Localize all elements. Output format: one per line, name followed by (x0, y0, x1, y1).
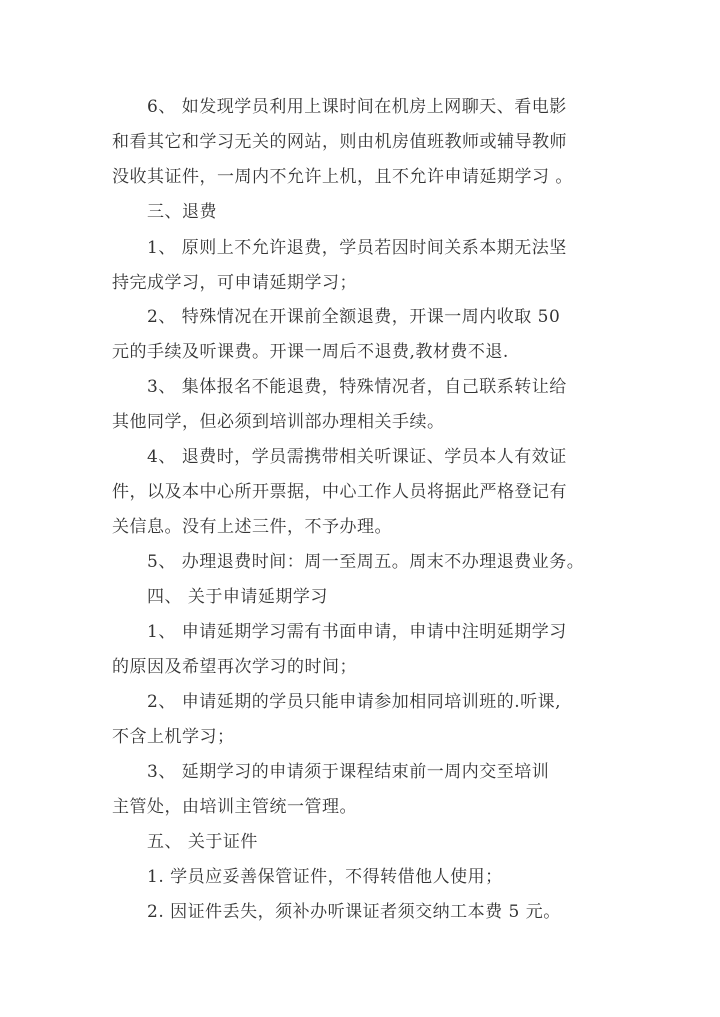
text-line: 的原因及希望再次学习的时间； (112, 657, 357, 677)
text-line: 没收其证件，一周内不允许上机，且不允许申请延期学习 。 (112, 167, 573, 187)
text-line: 其他同学，但必须到培训部办理相关手续。 (112, 412, 445, 432)
text-line: 不含上机学习； (112, 727, 235, 747)
text-line: 2、 申请延期的学员只能申请参加相同培训班的.听课, (147, 692, 562, 712)
text-line: 2、 特殊情况在开课前全额退费，开课一周内收取 50 (147, 307, 561, 327)
text-line: 3、 延期学习的申请须于课程结束前一周内交至培训 (147, 762, 550, 782)
text-line: 持完成学习，可申请延期学习； (112, 273, 357, 293)
section-heading: 四、 关于申请延期学习 (147, 587, 328, 607)
text-line: 4、 退费时，学员需携带相关听课证、学员本人有效证 (147, 447, 567, 467)
section-heading: 五、 关于证件 (147, 832, 258, 852)
text-line: 1. 学员应妥善保管证件，不得转借他人使用； (147, 867, 503, 887)
text-line: 3、 集体报名不能退费，特殊情况者，自己联系转让给 (147, 377, 567, 397)
text-line: 和看其它和学习无关的网站，则由机房值班教师或辅导教师 (112, 132, 567, 152)
text-line: 5、 办理退费时间：周一至周五。周末不办理退费业务。 (147, 552, 585, 572)
section-heading: 三、退费 (147, 202, 217, 222)
text-line: 1、 申请延期学习需有书面申请，申请中注明延期学习 (147, 622, 567, 642)
text-line: 关信息。没有上述三件，不予办理。 (112, 517, 392, 537)
text-line: 件，以及本中心所开票据，中心工作人员将据此严格登记有 (112, 482, 567, 502)
text-line: 元的手续及听课费。开课一周后不退费,教材费不退. (112, 342, 509, 362)
text-line: 6、 如发现学员利用上课时间在机房上网聊天、看电影 (147, 97, 567, 117)
text-line: 2. 因证件丢失，须补办听课证者须交纳工本费 5 元。 (147, 902, 561, 922)
text-line: 1、 原则上不允许退费，学员若因时间关系本期无法坚 (147, 238, 567, 258)
text-line: 主管处，由培训主管统一管理。 (112, 797, 357, 817)
